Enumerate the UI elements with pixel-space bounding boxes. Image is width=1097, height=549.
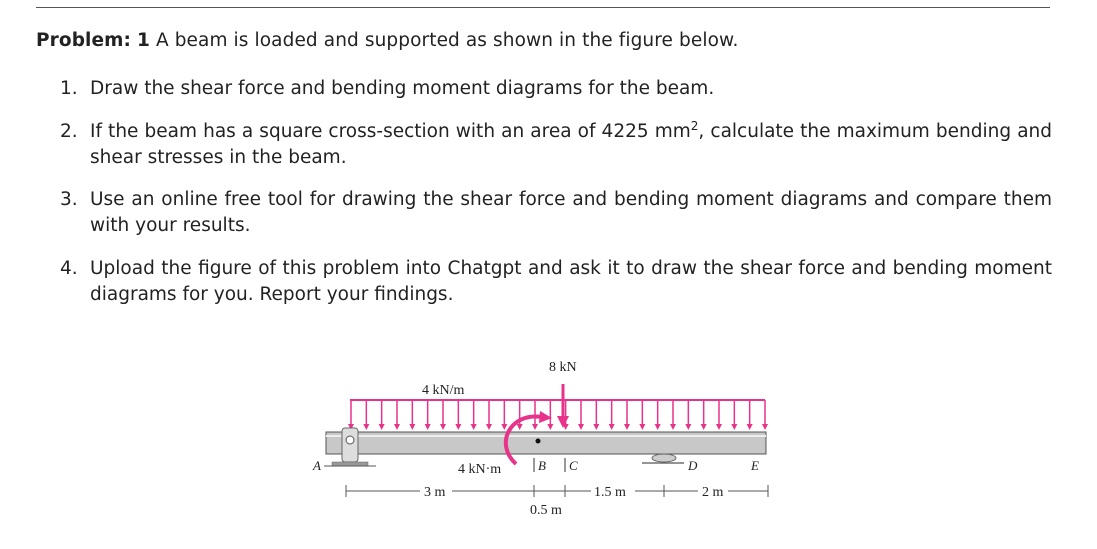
udl-arrow-head [532,424,538,430]
udl-arrow-head [685,424,691,430]
udl-arrow-head [486,424,492,430]
udl-arrow-head [379,424,385,430]
udl-arrow-head [655,424,661,430]
dim-label-ab: 3 m [424,485,446,500]
problem-label: Problem: [36,30,131,51]
distributed-load-label: 4 kN/m [422,383,465,398]
dim-label-cd: 1.5 m [594,485,626,500]
problem-statement: A beam is loaded and supported as shown in the figure below. [155,30,739,51]
point-load-arrow [557,384,569,428]
superscript: 2 [690,118,699,133]
udl-arrow-head [731,424,737,430]
udl-arrow-head [747,424,753,430]
dim-label-bc: 0.5 m [530,503,562,518]
item-number: 1. [60,78,78,99]
udl-arrow-head [425,424,431,430]
udl-arrow-head [440,424,446,430]
point-label-b: B [538,458,546,473]
item-text-after: , calculate the maximum bending and shear stresses in the beam. [90,121,1052,168]
point-label-a: A [313,458,321,473]
udl-arrow-head [716,424,722,430]
udl-arrow-head [501,424,507,430]
udl-arrow-head [394,424,400,430]
udl-arrow-head [517,424,523,430]
distributed-load-arrows [348,400,768,430]
point-label-e: E [751,458,759,473]
udl-arrow-head [762,424,768,430]
moment-label: 4 kN·m [458,462,502,477]
udl-arrow-head [455,424,461,430]
point-label-c: C [569,458,578,473]
udl-arrow-head [363,424,369,430]
udl-arrow-head [624,424,630,430]
problem-number: 1 [136,30,150,51]
udl-arrow-head [409,424,415,430]
item-text: Upload the figure of this problem into Chatgpt and ask it to draw the shear force and bending moment diagrams for you. Report your findings. [90,258,1052,305]
point-label-d: D [688,458,698,473]
centroid-dot [536,439,541,444]
item-text: Use an online free tool for drawing the shear force and bending moment diagrams and compare them with your results. [90,189,1052,236]
item-text-before: If the beam has a square cross-section with an area of 4225 mm [90,121,691,142]
udl-arrow-head [471,424,477,430]
udl-arrow-head [639,424,645,430]
udl-arrow-head [547,424,553,430]
item-number: 3. [60,189,78,210]
udl-arrow-head [670,424,676,430]
point-load-label: 8 kN [549,360,577,375]
udl-arrow-head [578,424,584,430]
roller-support-d [642,454,684,463]
udl-arrow-head [609,424,615,430]
item-number: 4. [60,258,78,279]
item-text: Draw the shear force and bending moment diagrams for the beam. [90,78,715,99]
item-number: 2. [60,121,78,142]
dim-label-de: 2 m [702,485,724,500]
udl-arrow-head [701,424,707,430]
udl-arrow-head [593,424,599,430]
